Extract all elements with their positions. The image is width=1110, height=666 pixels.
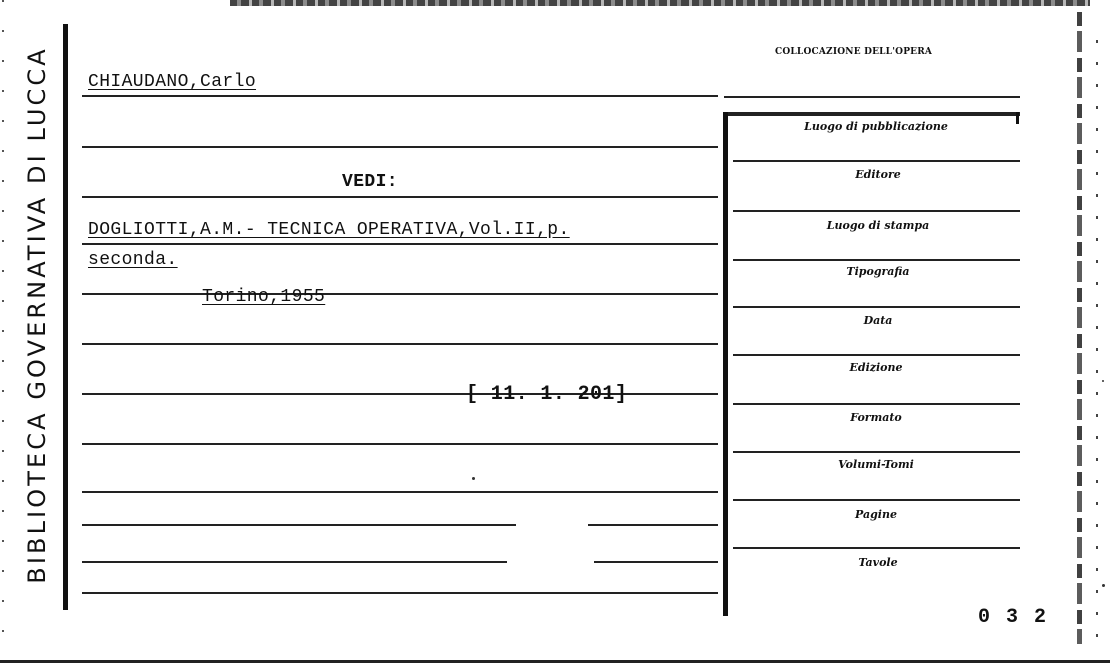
margin-rule — [63, 24, 68, 610]
field-formato: Formato — [850, 411, 902, 424]
field-rule — [733, 354, 1020, 356]
library-stamp — [20, 20, 54, 610]
ruled-line — [82, 524, 516, 526]
ruled-line — [82, 491, 718, 493]
reference-line-2: seconda. — [88, 250, 178, 270]
field-rule — [733, 210, 1020, 212]
scan-edge-bottom — [0, 660, 1110, 663]
field-column-rule — [723, 112, 728, 616]
field-tipografia: Tipografia — [846, 265, 910, 278]
ruled-line — [82, 561, 507, 563]
ruled-line — [82, 343, 718, 345]
ruled-line — [594, 561, 718, 563]
field-data: Data — [863, 314, 893, 327]
field-rule — [733, 547, 1020, 549]
see-label: VEDI: — [342, 172, 399, 192]
date-stamp: [ 11. 1. 201] — [466, 383, 628, 406]
author-heading: CHIAUDANO,Carlo — [88, 72, 257, 92]
reference-line-1: DOGLIOTTI,A.M.- TECNICA OPERATIVA,Vol.II,p. — [88, 220, 570, 240]
scan-edge-top — [230, 0, 1090, 6]
collocation-line — [724, 96, 1020, 98]
speck — [1102, 584, 1105, 587]
scan-edge-right — [1077, 12, 1082, 644]
speck — [472, 477, 475, 480]
field-rule — [733, 160, 1020, 162]
ruled-line — [82, 243, 718, 245]
field-rule — [733, 259, 1020, 261]
card-number: 0 3 2 — [978, 606, 1049, 629]
field-box-top — [724, 112, 1020, 116]
field-rule — [733, 451, 1020, 453]
field-luogo-stampa: Luogo di stampa — [826, 219, 930, 232]
field-pagine: Pagine — [855, 508, 897, 521]
field-luogo-pubblicazione: Luogo di pubblicazione — [804, 120, 948, 133]
scan-edge-left — [2, 0, 4, 660]
field-editore: Editore — [855, 168, 901, 181]
ruled-line — [82, 443, 718, 445]
library-stamp-text: BIBLIOTECA GOVERNATIVA DI LUCCA — [23, 46, 51, 584]
scan-edge-right-dots — [1096, 40, 1098, 640]
field-rule — [733, 403, 1020, 405]
field-tavole: Tavole — [858, 556, 898, 569]
ruled-line — [82, 146, 718, 148]
ruled-line — [82, 95, 718, 97]
collocation-header: COLLOCAZIONE DELL'OPERA — [775, 47, 933, 57]
ruled-line — [82, 196, 718, 198]
ruled-line — [82, 293, 718, 295]
place-year: Torino,1955 — [202, 287, 326, 307]
field-volumi-tomi: Volumi-Tomi — [838, 458, 914, 471]
field-rule — [733, 499, 1020, 501]
field-rule — [733, 306, 1020, 308]
ruled-line — [82, 592, 718, 594]
speck — [1102, 380, 1104, 382]
field-edizione: Edizione — [849, 361, 903, 374]
field-box-corner — [1016, 112, 1019, 124]
ruled-line — [588, 524, 718, 526]
